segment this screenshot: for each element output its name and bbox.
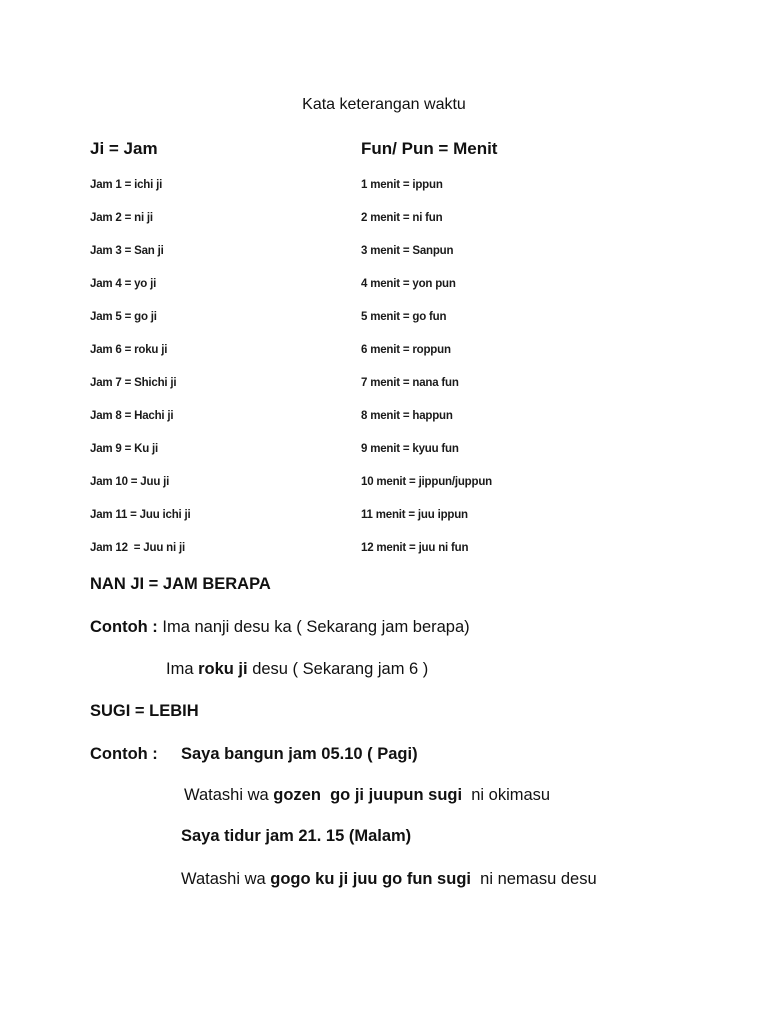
hour-entry: Jam 3 = San ji [90, 245, 164, 257]
minute-entry: 7 menit = nana fun [361, 377, 459, 389]
bold-text: gogo ku ji juu go fun sugi [270, 870, 471, 888]
hour-entry: Jam 2 = ni ji [90, 212, 153, 224]
hour-entry: Jam 8 = Hachi ji [90, 410, 174, 422]
document-title: Kata keterangan waktu [302, 96, 466, 113]
hour-entry: Jam 4 = yo ji [90, 278, 157, 290]
minute-entry: 5 menit = go fun [361, 311, 447, 323]
hours-heading: Ji = Jam [90, 139, 158, 158]
example-1b [166, 661, 428, 678]
text: Watashi wa [184, 786, 274, 804]
minute-entry: 4 menit = yon pun [361, 278, 456, 290]
hour-entry: Jam 5 = go ji [90, 311, 157, 323]
text: ni okimasu [462, 786, 551, 804]
hour-entry: Jam 10 = Juu ji [90, 476, 170, 488]
text: desu ( Sekarang jam 6 ) [247, 660, 429, 678]
nanji-heading: NAN JI = JAM BERAPA [90, 575, 271, 593]
text: ni nemasu desu [470, 870, 597, 888]
minute-entry: 2 menit = ni fun [361, 212, 443, 224]
sugi-heading: SUGI = LEBIH [90, 702, 199, 720]
minute-entry: 6 menit = roppun [361, 344, 451, 356]
text: Watashi wa [181, 870, 271, 888]
example-3: Saya tidur jam 21. 15 (Malam) [181, 827, 412, 845]
hour-entry: Jam 7 = Shichi ji [90, 377, 177, 389]
text: Ima [166, 660, 199, 678]
hour-entry: Jam 12 = Juu ni ji [90, 542, 185, 554]
example-2-text: Saya bangun jam 05.10 ( Pagi) [181, 745, 418, 763]
hour-entry: Jam 11 = Juu ichi ji [90, 509, 191, 521]
minute-entry: 9 menit = kyuu fun [361, 443, 459, 455]
bold-text: gozen go ji juupun sugi [273, 786, 463, 804]
example-2-label: Contoh : [90, 745, 158, 763]
minutes-heading: Fun/ Pun = Menit [361, 139, 498, 158]
example-1 [90, 619, 470, 636]
hour-entry: Jam 1 = ichi ji [90, 179, 163, 191]
example-text: Ima nanji desu ka ( Sekarang jam berapa) [157, 618, 470, 636]
bold-text: roku ji [198, 660, 248, 678]
hour-entry: Jam 9 = Ku ji [90, 443, 159, 455]
example-2b [184, 787, 550, 804]
example-label: Contoh : [90, 618, 158, 636]
minute-entry: 1 menit = ippun [361, 179, 443, 191]
minute-entry: 3 menit = Sanpun [361, 245, 454, 257]
minute-entry: 10 menit = jippun/juppun [361, 476, 492, 488]
hour-entry: Jam 6 = roku ji [90, 344, 168, 356]
minute-entry: 12 menit = juu ni fun [361, 542, 469, 554]
minute-entry: 11 menit = juu ippun [361, 509, 468, 521]
minute-entry: 8 menit = happun [361, 410, 453, 422]
example-3b [181, 871, 597, 888]
